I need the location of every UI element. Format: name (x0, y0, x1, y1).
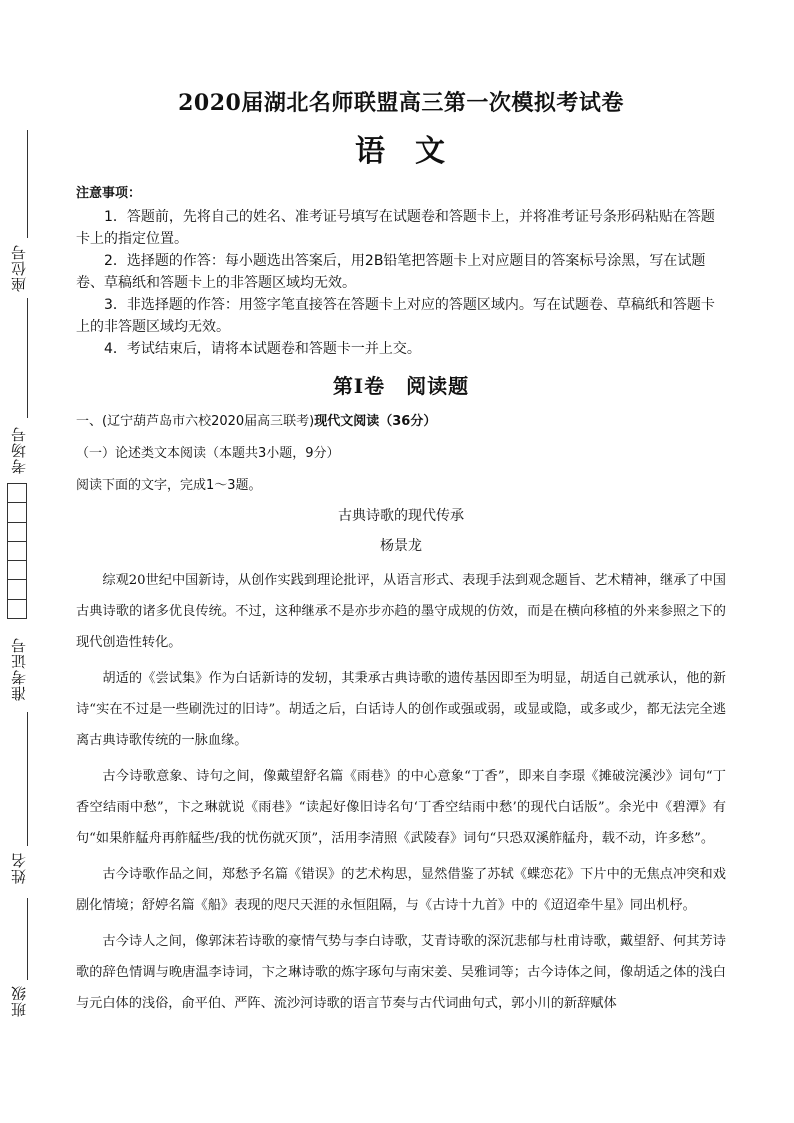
subsection-heading: （一）论述类文本阅读（本题共3小题，9分） (76, 446, 340, 461)
subject-title: 语文 (355, 134, 475, 169)
part-title: 第Ⅰ卷 阅读题 (332, 374, 470, 398)
class-label: 班级 (10, 985, 28, 1017)
name-label: 姓名 (10, 852, 28, 884)
binding-margin (0, 0, 60, 1123)
number-box-grid[interactable] (7, 483, 27, 619)
article-paragraph: 古今诗歌意象、诗句之间，像戴望舒名篇《雨巷》的中心意象“丁香”，即来自李璟《摊破浣溪沙》词句“丁香空结雨中愁”，卞之琳就说《雨巷》“读起好像旧诗名句‘丁香空结雨中愁’的现代白话版”。余光中《碧潭》有句“如果舴艋舟再舴艋些/我的忧伤就灭顶”，活用李清照《武陵春》词句“只恐双溪舴艋舟，载不动，许多愁”。 (76, 769, 726, 846)
notice-heading: 注意事项： (76, 186, 142, 201)
notice-item: 2．选择题的作答：每小题选出答案后，用2B铅笔把答题卡上对应题目的答案标号涂黑，写在试题卷、草稿纸和答题卡上的非答题区域均无效。 (76, 253, 706, 291)
article-paragraph: 综观20世纪中国新诗，从创作实践到理论批评，从语言形式、表现手法到观念题旨、艺术精神，继承了中国古典诗歌的诸多优良传统。不过，这种继承不是亦步亦趋的墨守成规的仿效，而是在横向移植的外来参照之下的现代创造性转化。 (76, 573, 726, 650)
name-class-line (27, 898, 28, 980)
exam-title: 2020届湖北名师联盟高三第一次模拟考试卷 (178, 90, 624, 116)
notice-list (76, 206, 726, 360)
article-text (76, 565, 726, 1024)
article-paragraph: 古今诗人之间，像郭沫若诗歌的豪情气势与李白诗歌，艾青诗歌的深沉悲郁与杜甫诗歌，戴望舒、何其芳诗歌的辞色情调与晚唐温李诗词，卞之琳诗歌的炼字琢句与南宋姜、吴雅词等；古今诗体之间，像胡适之体的浅白与元白体的浅俗，俞平伯、严阵、流沙河诗歌的语言节奏与古代词曲句式，郭小川的新辞赋体 (76, 934, 726, 1011)
section-name: 现代文阅读（36分） (314, 414, 437, 429)
reading-instruction: 阅读下面的文字，完成1～3题。 (76, 478, 262, 493)
article-title: 古典诗歌的现代传承 (338, 508, 464, 524)
article-author: 杨景龙 (380, 538, 422, 554)
admission-number-label: 准考证号 (10, 637, 28, 701)
article-paragraph: 古今诗歌作品之间，郑愁予名篇《错误》的艺术构思，显然借鉴了苏轼《蝶恋花》下片中的无焦点冲突和戏剧化情境；舒婷名篇《船》表现的咫尺天涯的永恒阻隔，与《古诗十九首》中的《迢迢牵牛星》同出机杼。 (76, 867, 726, 913)
notice-item: 1．答题前，先将自己的姓名、准考证号填写在试题卷和答题卡上，并将准考证号条形码粘贴在答题卡上的指定位置。 (76, 209, 715, 247)
exam-room-label: 考场号 (10, 426, 28, 474)
seat-room-line (27, 298, 28, 418)
notice-item: 3．非选择题的作答：用签字笔直接答在答题卡上对应的答题区域内。写在试题卷、草稿纸和答题卡上的非答题区域均无效。 (76, 297, 715, 335)
section-heading (76, 410, 436, 429)
seat-line-top (27, 130, 28, 238)
article-paragraph: 胡适的《尝试集》作为白话新诗的发轫，其秉承古典诗歌的遗传基因即至为明显，胡适自己就承认，他的新诗“实在不过是一些刷洗过的旧诗”。胡适之后，白话诗人的创作或强或弱，或显或隐，或多或少，都无法完全逃离古典诗歌传统的一脉血缘。 (76, 671, 726, 748)
section-source: 一、(辽宁葫芦岛市六校2020届高三联考) (76, 414, 315, 429)
admission-name-line (27, 712, 28, 846)
notice-item: 4．考试结束后，请将本试题卷和答题卡一并上交。 (104, 341, 421, 357)
seat-number-label: 座位号 (10, 244, 28, 292)
